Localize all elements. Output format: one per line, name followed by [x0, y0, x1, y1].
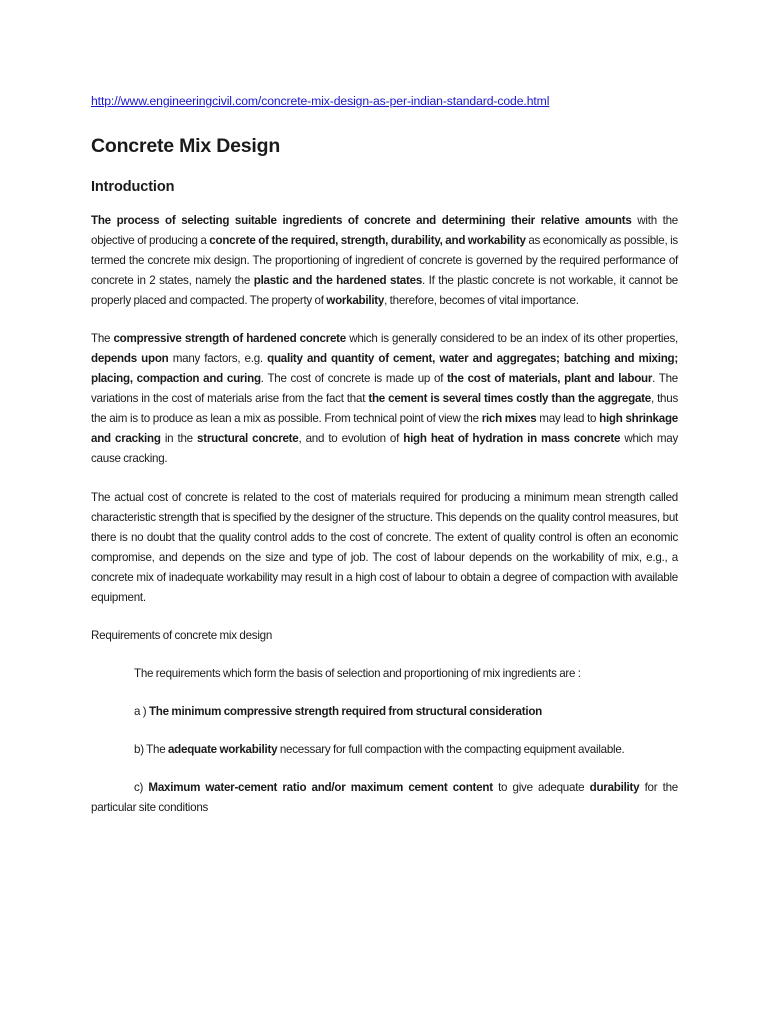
- bold-phrase: the cement is several times costly than the aggregate: [368, 392, 651, 405]
- text-run: necessary for full compaction with the compacting equipment available.: [277, 743, 625, 756]
- text-run: b) The: [134, 743, 168, 756]
- page-title: Concrete Mix Design: [91, 135, 281, 157]
- text-run: , and to evolution of: [298, 432, 404, 445]
- requirements-lead: The requirements which form the basis of selection and proportioning of mix ingredients are :: [134, 667, 581, 680]
- bold-phrase: quality and quantity of cement, water and aggregates; batching and mixing; placing, compaction and curing: [91, 352, 678, 385]
- text-run: . The cost of concrete is made up of: [260, 372, 448, 385]
- bold-phrase: The minimum compressive strength required from structural consideration: [148, 705, 543, 718]
- requirement-item-a: [91, 702, 678, 722]
- bold-phrase: durability: [589, 781, 640, 794]
- text-run: to give adequate: [492, 781, 590, 794]
- bold-phrase: The process of selecting suitable ingredients of concrete and determining their relative amounts: [91, 214, 632, 227]
- text-run: as economically as possible, is termed the concrete mix design. The proportioning of ingredient of concrete is governed by the required performance of concrete in 2 states, namely the: [91, 234, 678, 287]
- text-run: , thus the aim is to produce as lean a mix as possible. From technical point of view the: [91, 392, 679, 425]
- bold-phrase: adequate workability: [167, 743, 278, 756]
- text-run: in the: [160, 432, 198, 445]
- text-run: The: [91, 332, 114, 345]
- document-body: [91, 92, 678, 818]
- bold-phrase: depends upon: [91, 352, 169, 365]
- text-run: . If the plastic concrete is not workable, it cannot be properly placed and compacted. The property of: [91, 274, 678, 307]
- intro-paragraph-2: [91, 329, 678, 469]
- bold-phrase: concrete of the required, strength, durability, and workability: [209, 234, 526, 247]
- text-run: , therefore, becomes of vital importance.: [384, 294, 579, 307]
- bold-phrase: Maximum water-cement ratio and/or maximum cement content: [148, 781, 493, 794]
- bold-phrase: rich mixes: [481, 412, 537, 425]
- requirement-item-c: [91, 778, 678, 818]
- text-run: which may cause cracking.: [91, 432, 679, 465]
- bold-phrase: structural concrete: [197, 432, 299, 445]
- bold-phrase: compressive strength of hardened concrete: [113, 332, 346, 345]
- bold-phrase: plastic and the hardened states: [253, 274, 423, 287]
- requirement-item-b: [91, 740, 678, 760]
- bold-phrase: the cost of materials, plant and labour: [447, 372, 653, 385]
- bold-phrase: high shrinkage and cracking: [91, 412, 678, 445]
- requirements-heading: Requirements of concrete mix design: [91, 629, 273, 642]
- intro-paragraph-3: The actual cost of concrete is related to the cost of materials required for producing a minimum mean strength called characteristic strength that is specified by the designer of the structure. This depends on the quality control measures, but there is no doubt that the quality control adds to the cost of concrete. The extent of quality control is often an economic compromise, and depends on the size and type of job. The cost of labour depends on the workability of mix, e.g., a concrete mix of inadequate workability may result in a high cost of labour to obtain a degree of compaction with available equipment.: [91, 491, 678, 604]
- text-run: . The variations in the cost of materials arise from the fact that: [91, 372, 678, 405]
- intro-paragraph-1: [91, 211, 678, 311]
- bold-phrase: workability: [326, 294, 385, 307]
- text-run: which is generally considered to be an index of its other properties,: [345, 332, 678, 345]
- text-run: a ): [134, 705, 149, 718]
- text-run: may lead to: [536, 412, 600, 425]
- text-run: c): [134, 781, 149, 794]
- introduction-heading: Introduction: [91, 179, 175, 195]
- text-run: many factors, e.g.: [168, 352, 268, 365]
- source-url-link[interactable]: http://www.engineeringcivil.com/concrete-mix-design-as-per-indian-standard-code.html: [91, 94, 550, 108]
- bold-phrase: high heat of hydration in mass concrete: [403, 432, 621, 445]
- text-run: for the particular site conditions: [91, 781, 678, 814]
- text-run: with the objective of producing a: [91, 214, 678, 247]
